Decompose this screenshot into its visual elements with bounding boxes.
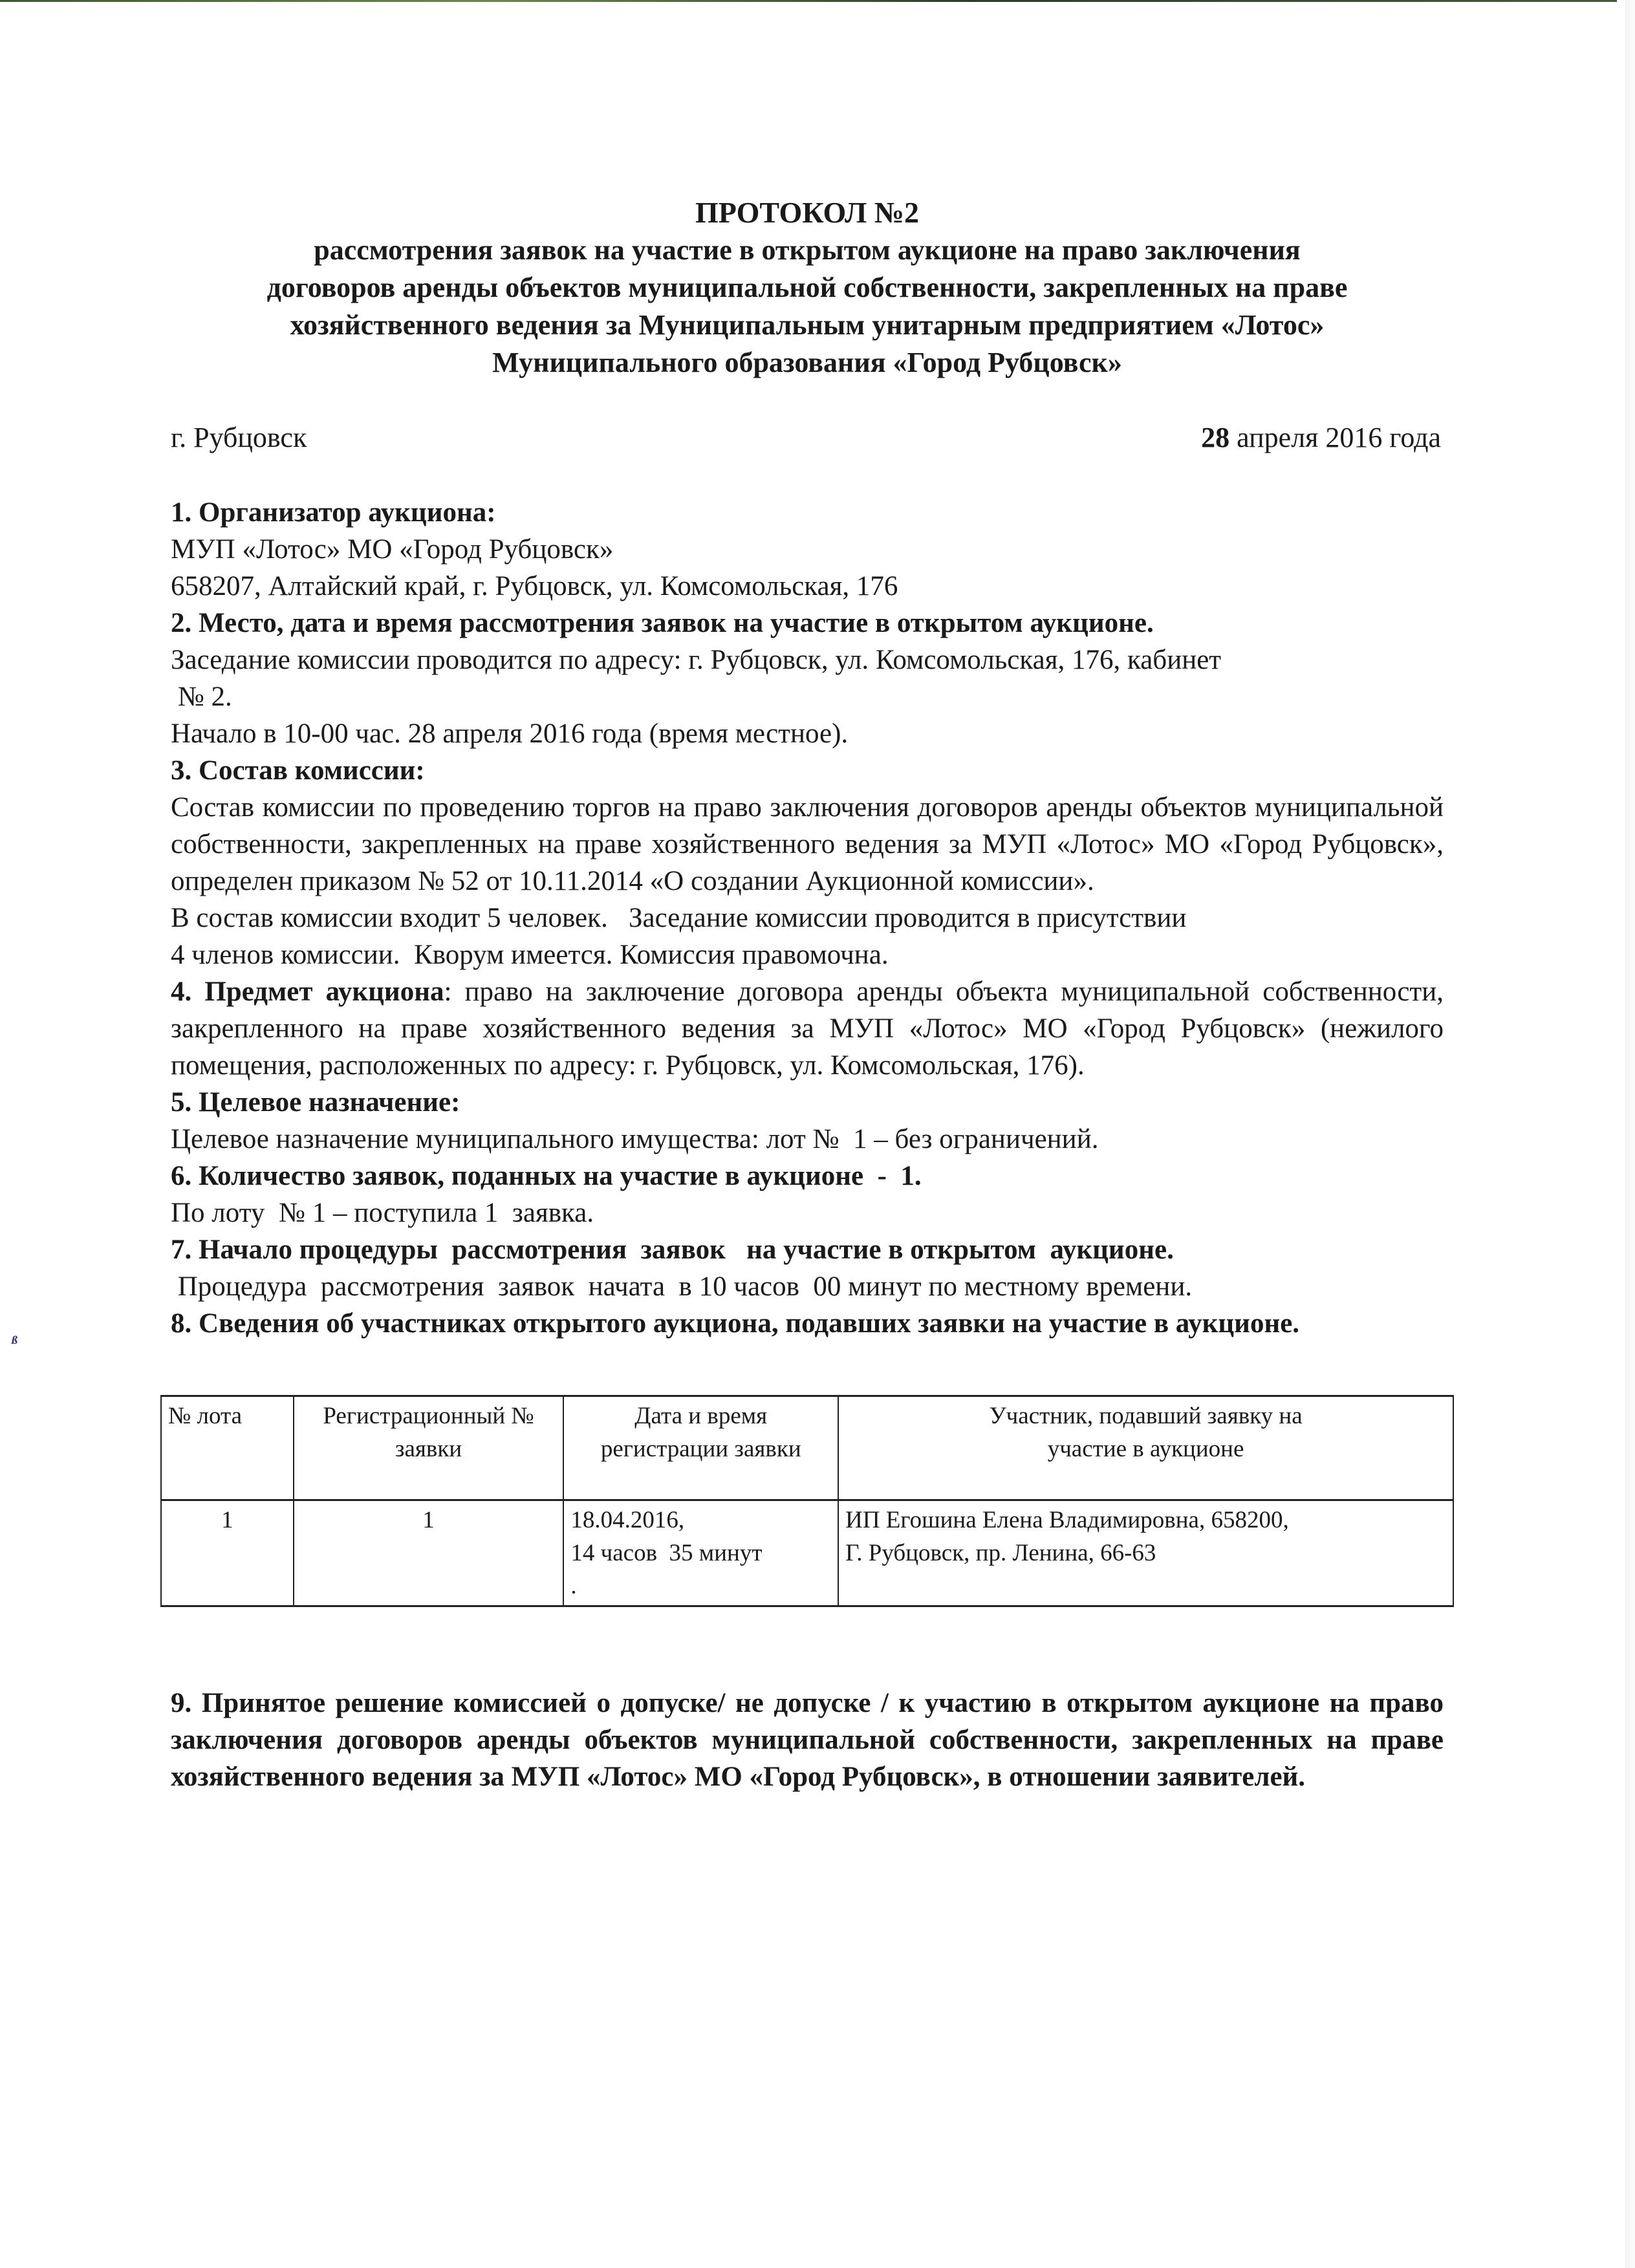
header-registration-datetime: Дата и время регистрации заявки <box>563 1396 838 1500</box>
subtitle-line-4: Муниципального образования «Город Рубцовск» <box>492 347 1122 378</box>
section-4-heading: 4. Предмет аукциона <box>171 977 444 1007</box>
participants-table <box>160 1395 1454 1607</box>
participant-address: Г. Рубцовск, пр. Ленина, 66-63 <box>845 1540 1156 1566</box>
section-9-heading: 9. Принятое решение комиссией о допуске/ не допуске / к участию в открытом аукционе на право заключения договоров аренды объектов муниципальной собственности, закрепленных на праве хозяйственного ведения за МУП «Лотос» МО «Город Рубцовск», в отношении заявителей. <box>171 1688 1444 1792</box>
header-registration-number: Регистрационный № заявки <box>294 1396 564 1500</box>
subtitle-line-2: договоров аренды объектов муниципальной собственности, закрепленных на праве <box>266 272 1348 303</box>
section-4 <box>171 973 1444 1084</box>
body-sections <box>171 494 1444 1342</box>
document-title: ПРОТОКОЛ №2 <box>695 196 919 229</box>
organizer-address: 658207, Алтайский край, г. Рубцовск, ул. Комсомольская, 176 <box>171 571 898 601</box>
date-month-year: апреля 2016 года <box>1229 422 1441 453</box>
scan-edge-top <box>0 0 1617 2</box>
cell-participant <box>838 1500 1453 1606</box>
datetime-date: 18.04.2016, <box>570 1507 685 1533</box>
header-participant: Участник, подавший заявку на участие в аукционе <box>838 1396 1453 1500</box>
section-6-heading: 6. Количество заявок, поданных на участие в аукционе - 1. <box>171 1161 922 1191</box>
section-8-heading: 8. Сведения об участниках открытого аукциона, подавших заявки на участие в аукционе. <box>171 1308 1300 1339</box>
title-block <box>171 194 1444 382</box>
cell-lot-number: 1 <box>161 1500 294 1606</box>
commission-members: В состав комиссии входит 5 человек. Заседание комиссии проводится в присутствии <box>171 903 1187 933</box>
protocol-document <box>168 194 1444 1823</box>
commission-composition: Состав комиссии по проведению торгов на право заключения договоров аренды объектов муниципальной собственности, закрепленных на праве хозяйственного ведения за МУП «Лотос» МО «Город Рубцовск», определен приказом № 52 от 10.11.2014 «О создании Аукционной комиссии». <box>171 792 1444 896</box>
city-date-row <box>171 419 1444 457</box>
table-row <box>161 1500 1453 1606</box>
date-day: 28 <box>1201 422 1230 453</box>
intended-purpose: Целевое назначение муниципального имущества: лот № 1 – без ограничений. <box>171 1124 1099 1154</box>
scan-edge-right <box>1625 0 1635 2268</box>
section-1-heading: 1. Организатор аукциона: <box>171 497 496 528</box>
scan-speck: ß <box>12 1334 17 1346</box>
header-lot-number: № лота <box>161 1396 294 1500</box>
commission-quorum: 4 членов комиссии. Кворум имеется. Комиссия правомочна. <box>171 940 889 970</box>
section-3-heading: 3. Состав комиссии: <box>171 755 425 786</box>
cell-registration-datetime <box>563 1500 838 1606</box>
city: г. Рубцовск <box>171 422 307 453</box>
section-7-heading: 7. Начало процедуры рассмотрения заявок на участие в открытом аукционе. <box>171 1235 1174 1265</box>
cell-registration-number: 1 <box>294 1500 564 1606</box>
procedure-start: Процедура рассмотрения заявок начата в 10 часов 00 минут по местному времени. <box>171 1271 1193 1302</box>
datetime-time: 14 часов 35 минут <box>570 1540 763 1566</box>
subtitle-line-3: хозяйственного ведения за Муниципальным унитарным предприятием «Лотос» <box>290 309 1325 341</box>
meeting-room: № 2. <box>171 682 232 712</box>
organizer-name: МУП «Лотос» МО «Город Рубцовск» <box>171 534 614 565</box>
document-date <box>1201 419 1444 457</box>
auction-subject: : право на заключение договора аренды объекта муниципальной собственности, закрепленного на праве хозяйственного ведения за МУП «Лотос» МО «Город Рубцовск» (нежилого помещения, расположенных по адресу: г. Рубцовск, ул. Комсомольская, 176). <box>171 977 1444 1081</box>
subtitle-line-1: рассмотрения заявок на участие в открытом аукционе на право заключения <box>314 234 1301 266</box>
meeting-start: Начало в 10-00 час. 28 апреля 2016 года (время местное). <box>171 718 849 749</box>
datetime-dot: . <box>570 1573 577 1599</box>
section-2-heading: 2. Место, дата и время рассмотрения заявок на участие в открытом аукционе. <box>171 608 1154 638</box>
section-5-heading: 5. Целевое назначение: <box>171 1087 460 1118</box>
table-header-row <box>161 1396 1453 1500</box>
participant-name: ИП Егошина Елена Владимировна, 658200, <box>845 1507 1289 1533</box>
meeting-address: Заседание комиссии проводится по адресу: г. Рубцовск, ул. Комсомольская, 176, кабинет <box>171 645 1222 675</box>
applications-received: По лоту № 1 – поступила 1 заявка. <box>171 1198 594 1228</box>
